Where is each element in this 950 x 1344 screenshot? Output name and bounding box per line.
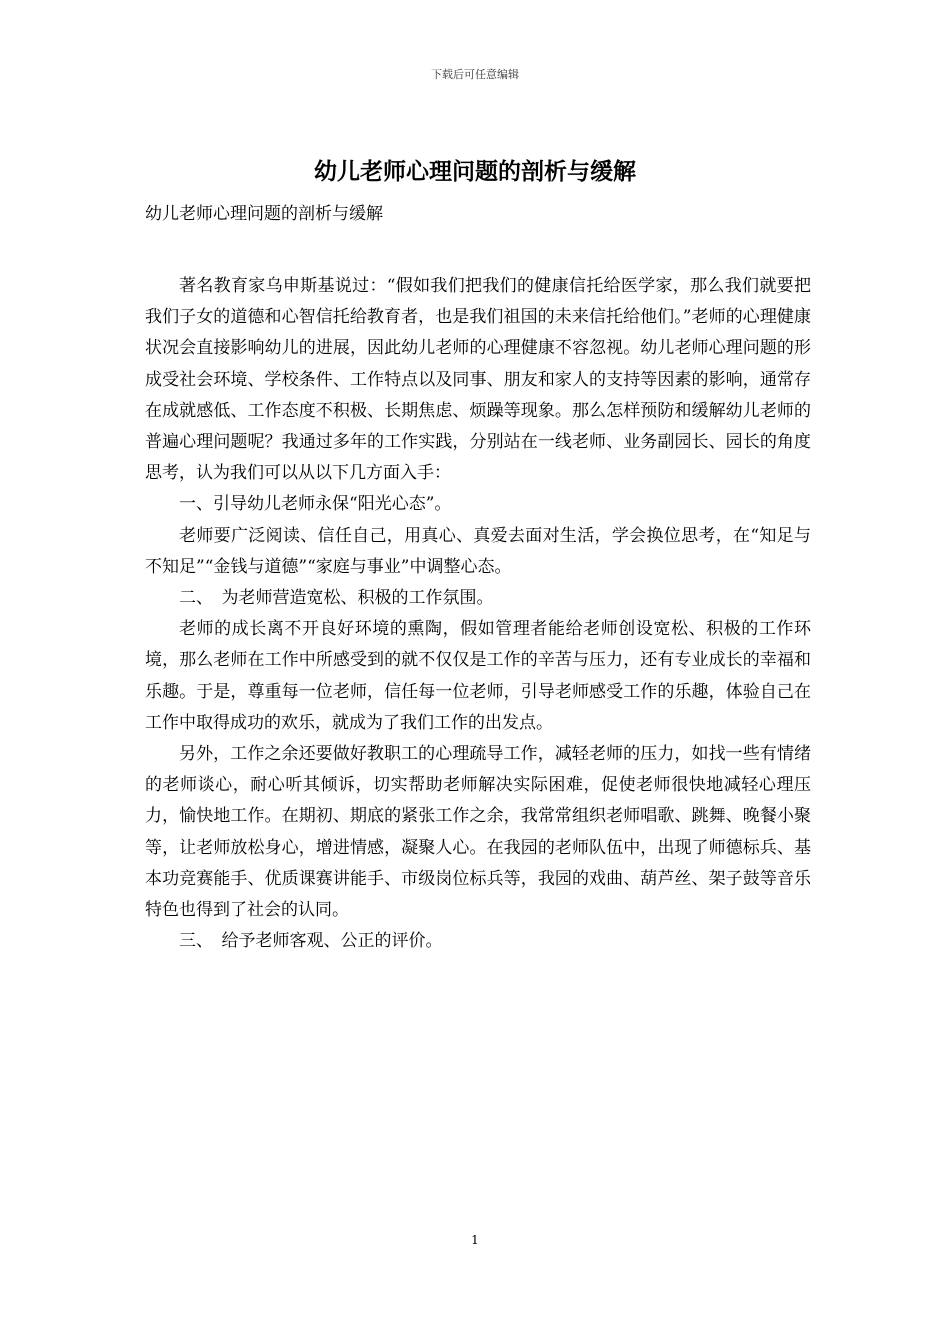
section-heading-2: 二、 为老师营造宽松、积极的工作氛围。 [179,588,494,609]
document-title: 幼儿老师心理问题的剖析与缓解 [314,158,636,185]
paragraph-intro: 著名教育家乌申斯基说过：“假如我们把我们的健康信托给医学家，那么我们就要把我们子女的道德和心智信托给教育者，也是我们祖国的未来信托给他们。”老师的心理健康状况会直接影响幼儿的进展，因此幼儿老师的心理健康不容忽视。幼儿老师心理问题的形成受社会环境、学校条件、工作特点以及同事、朋友和家人的支持等因素的影响，通常存在成就感低、工作态度不积极、长期焦虑、烦躁等现象。那么怎样预防和缓解幼儿老师的普遍心理问题呢？我通过多年的工作实践，分别站在一线老师、业务副园长、园长的角度思考，认为我们可以从以下几方面入手： [145,276,811,484]
header-note: 下载后可任意编辑 [431,68,519,81]
paragraph-section-1: 老师要广泛阅读、信任自己，用真心、真爱去面对生活，学会换位思考，在“知足与不知足”“金钱与道德”“家庭与事业”中调整心态。 [145,525,811,577]
section-heading-3: 三、 给予老师客观、公正的评价。 [179,931,443,952]
section-heading-1: 一、引导幼儿老师永保“阳光心态”。 [179,494,452,515]
page-number: 1 [471,1233,479,1247]
document-body [145,271,811,957]
document-subtitle: 幼儿老师心理问题的剖析与缓解 [145,204,383,224]
paragraph-section-2a: 老师的成长离不开良好环境的熏陶，假如管理者能给老师创设宽松、积极的工作环境，那么老师在工作中所感受到的就不仅仅是工作的辛苦与压力，还有专业成长的幸福和乐趣。于是，尊重每一位老师，信任每一位老师，引导老师感受工作的乐趣，体验自己在工作中取得成功的欢乐，就成为了我们工作的出发点。 [145,619,811,733]
paragraph-section-2b: 另外，工作之余还要做好教职工的心理疏导工作，减轻老师的压力，如找一些有情绪的老师谈心，耐心听其倾诉，切实帮助老师解决实际困难，促使老师很快地减轻心理压力，愉快地工作。在期初、期底的紧张工作之余，我常常组织老师唱歌、跳舞、晚餐小聚等，让老师放松身心，增进情感，凝聚人心。在我园的老师队伍中，出现了师德标兵、基本功竞赛能手、优质课赛讲能手、市级岗位标兵等，我园的戏曲、葫芦丝、架子鼓等音乐特色也得到了社会的认同。 [145,744,811,921]
